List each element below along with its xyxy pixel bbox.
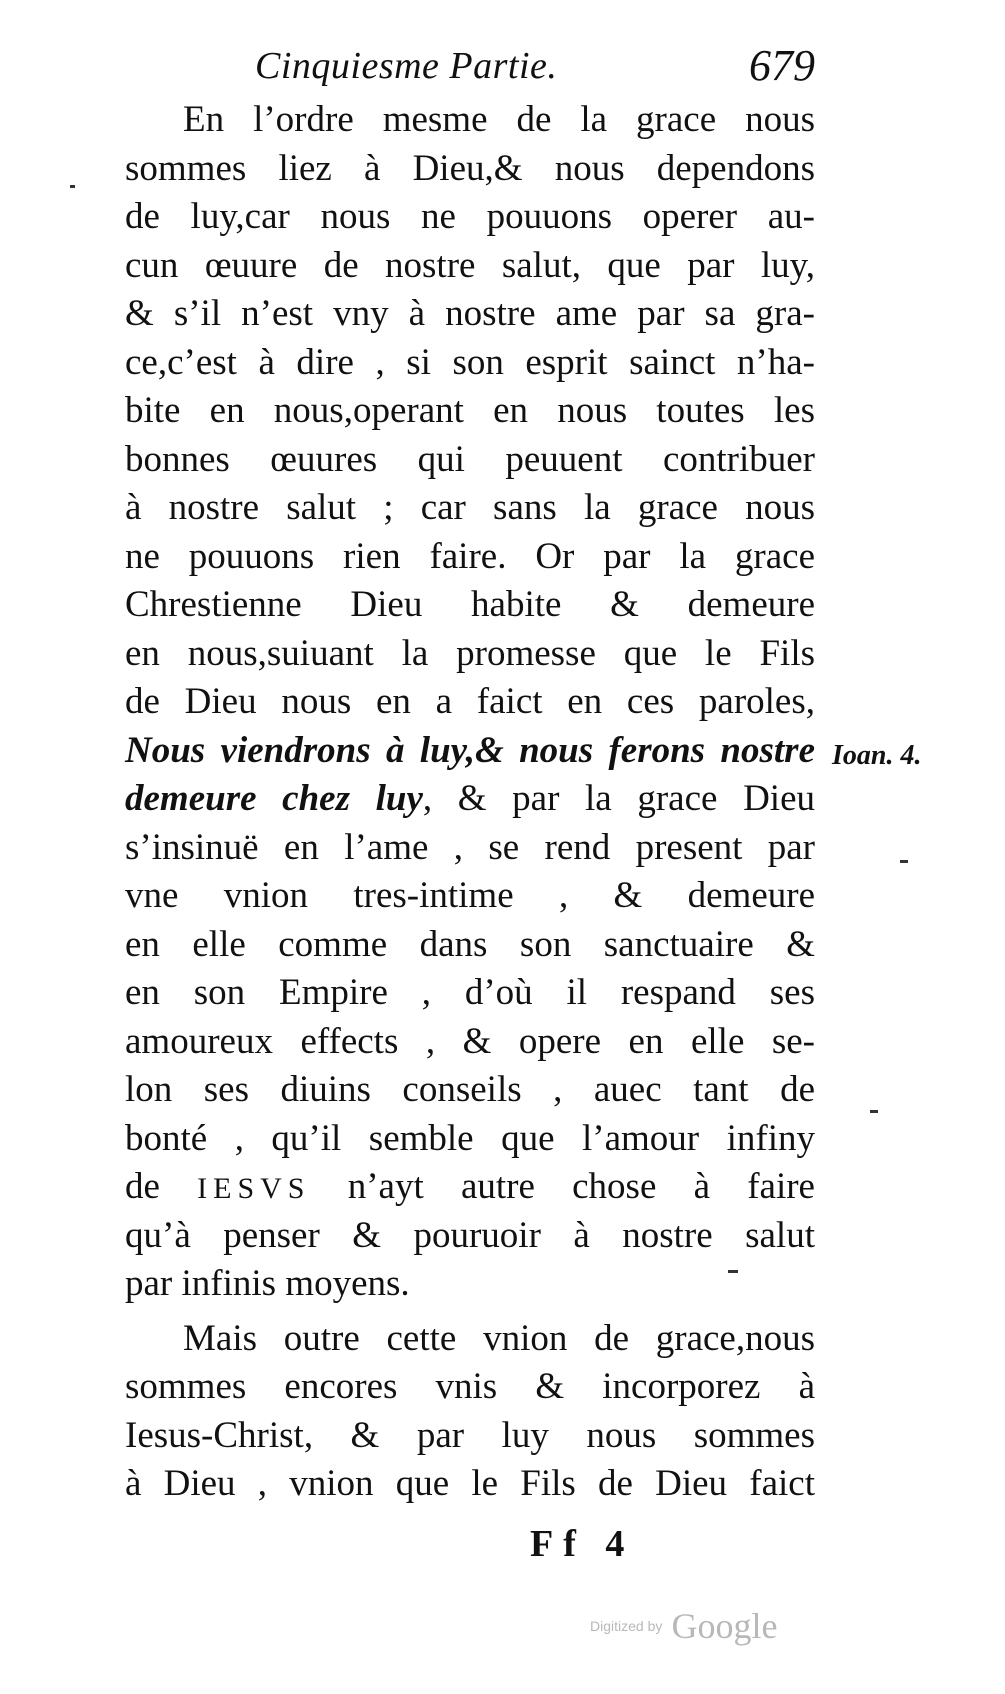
text-fragment: n’ayt autre chose à faire [310, 1166, 815, 1207]
google-logo: Google [671, 1606, 778, 1646]
text-line: sommes liez à Dieu,& nous dependons [125, 147, 815, 189]
text-line: lon ses diuins conseils , auec tant de [125, 1069, 815, 1110]
text-line: en son Empire , d’où il respand ses [125, 972, 815, 1013]
scripture-quote-end: demeure chez luy [125, 778, 423, 819]
text-line: bonnes œuures qui peuuent contribuer [125, 438, 815, 480]
text-line-mixed [125, 775, 815, 824]
text-line: qu’à penser & pouruoir à nostre salut [125, 1214, 815, 1256]
text-line: de Dieu nous en a faict en ces paroles, [125, 681, 815, 722]
text-line: amoureux effects , & opere en elle se- [125, 1020, 815, 1062]
text-line: par infinis moyens. [125, 1263, 410, 1304]
text-line: & s’il n’est vny à nostre ame par sa gra- [125, 293, 815, 334]
text-fragment: , & par la grace Dieu [422, 778, 815, 819]
digitized-watermark [590, 1605, 777, 1647]
text-line: en nous,suiuant la promesse que le Fils [125, 632, 815, 674]
text-line: s’insinuë en l’ame , se rend present par [125, 826, 815, 868]
jesus-name: IESVS [197, 1172, 311, 1205]
scripture-quote-line: Nous viendrons à luy,& nous ferons nostre [125, 729, 815, 771]
margin-note: Ioan. 4. [832, 740, 922, 771]
watermark-prefix: Digitized by [590, 1618, 663, 1634]
text-line: ne pouuons rien faire. Or par la grace [125, 535, 815, 577]
text-line: à nostre salut ; car sans la grace nous [125, 487, 815, 528]
text-line: En l’ordre mesme de la grace nous [183, 99, 815, 140]
text-line: bite en nous,operant en nous toutes les [125, 390, 815, 431]
signature-mark: Ff 4 [530, 1523, 635, 1565]
text-line: bonté , qu’il semble que l’amour infiny [125, 1117, 815, 1159]
text-line-jesus [125, 1163, 815, 1212]
text-line: sommes encores vnis & incorporez à [125, 1366, 815, 1407]
text-line: ce,c’est à dire , si son esprit sainct n’ha- [125, 341, 815, 383]
text-line: vne vnion tres-intime , & demeure [125, 875, 815, 916]
text-line: à Dieu , vnion que le Fils de Dieu faict [125, 1463, 815, 1504]
text-line: en elle comme dans son sanctuaire & [125, 923, 815, 965]
stray-mark [70, 185, 75, 188]
page-header [255, 40, 815, 96]
page-number: 679 [749, 41, 815, 90]
text-line: cun œuure de nostre salut, que par luy, [125, 244, 815, 286]
stray-mark [870, 1110, 878, 1113]
stray-mark [900, 860, 908, 863]
text-fragment: de [125, 1166, 198, 1207]
body-text [125, 96, 815, 1509]
text-line: Mais outre cette vnion de grace,nous [183, 1317, 815, 1359]
text-line: Iesus-Christ, & par luy nous sommes [125, 1414, 815, 1456]
running-title: Cinquiesme Partie. [255, 45, 558, 87]
text-line: de luy,car nous ne pouuons operer au- [125, 196, 815, 237]
stray-mark [728, 1270, 738, 1273]
text-line: Chrestienne Dieu habite & demeure [125, 584, 815, 625]
